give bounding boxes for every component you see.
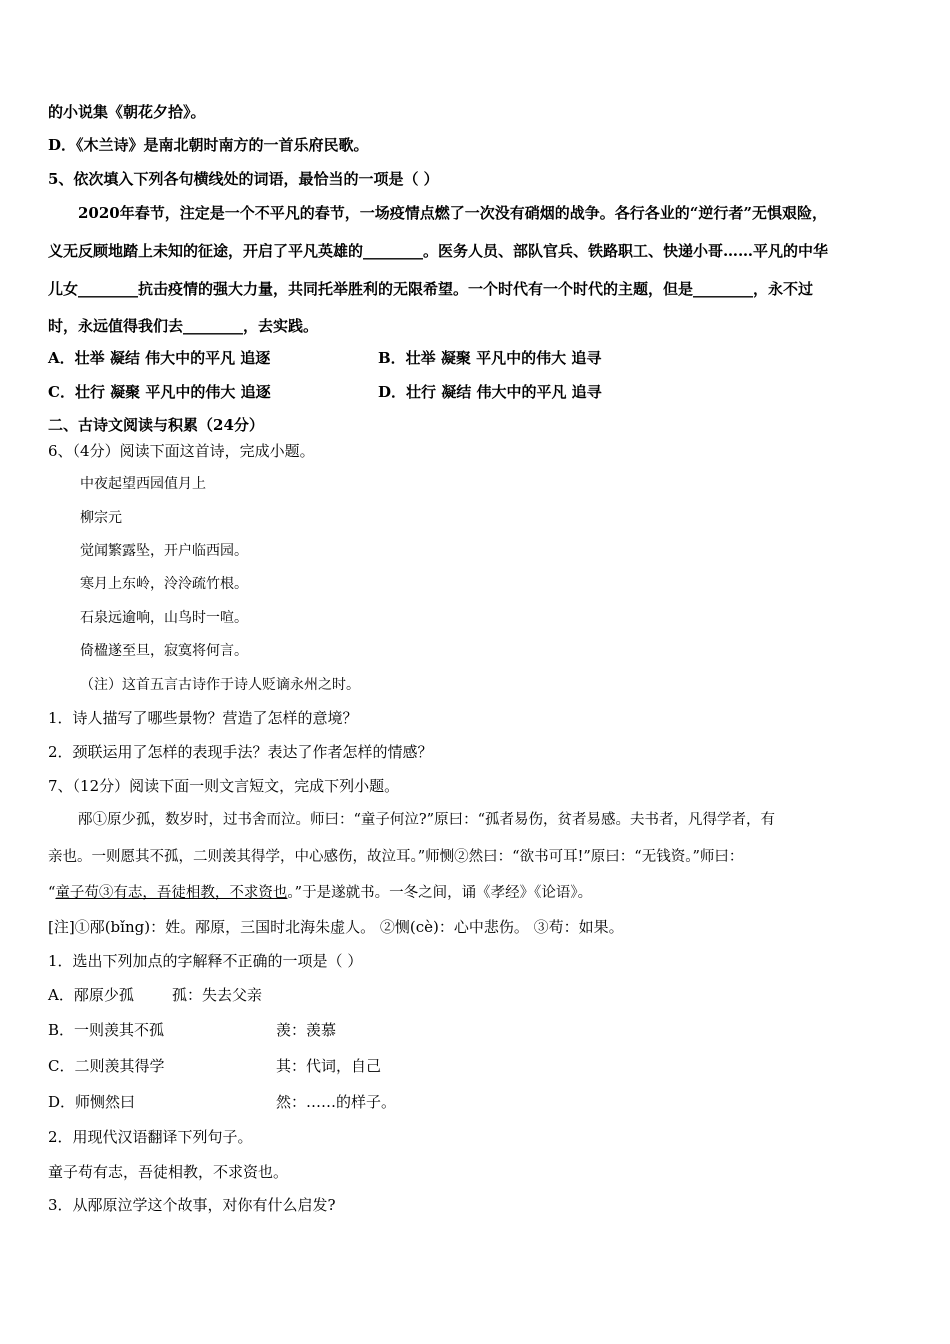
option-word: A．邴原少孤 [48,986,134,1004]
poem-line: 倚楹遂至旦，寂寞将何言。 [80,643,248,659]
q5-passage-line-3: 儿女________抗击疫情的强大力量，共同托举胜利的无限希望。一个时代有一个时代的主题，但是________，永不过 [48,280,814,298]
option-explanation: 孤：失去父亲 [172,986,263,1004]
q5-option-b: B．壮举 凝聚 平凡中的伟大 追寻 [378,349,602,367]
option-explanation: 然：……的样子。 [276,1093,397,1111]
option-word: D．师恻然曰 [48,1093,136,1111]
q7-footnote: [注]①邴(bǐng)：姓。邴原，三国时北海朱虚人。 ②恻(cè)：心中悲伤。 ③苟：如果。 [48,918,624,936]
q7-option-a [48,984,908,1006]
q7-subquestion-1: 1．选出下列加点的字解释不正确的一项是（ ） [48,952,363,970]
q7-option-d [48,1091,908,1113]
passage-line-3-rest: 。”于是遂就书。一冬之间，诵《孝经》《论语》。 [287,885,593,901]
q7-subquestion-3: 3．从邴原泣学这个故事，对你有什么启发? [48,1196,336,1214]
q5-option-a: A．壮举 凝结 伟大中的平凡 追逐 [48,349,271,367]
quote-mark: “ [48,885,56,901]
q7-option-b [48,1019,908,1041]
q5-option-c: C．壮行 凝聚 平凡中的伟大 追逐 [48,383,271,401]
q5-passage-line-4: 时，永远值得我们去________，去实践。 [48,317,319,335]
section-2-title: 二、古诗文阅读与积累（24分） [48,416,264,434]
q7-passage-line-2: 亲也。一则愿其不孤，二则羡其得学，中心感伤，故泣耳。”师恻②然曰：“欲书可耳!”原曰：“无钱资。”师曰： [48,849,744,865]
poem-author: 柳宗元 [80,510,122,526]
q5-passage-line-2: 义无反顾地踏上未知的征途，开启了平凡英雄的________。医务人员、部队官兵、铁路职工、快递小哥……平凡的中华 [48,242,829,260]
continued-text-line: 的小说集《朝花夕拾》。 [48,103,206,121]
option-word: C．二则羡其得学 [48,1057,165,1075]
option-explanation: 其：代词，自己 [276,1057,382,1075]
poem-line: 寒月上东岭，泠泠疏竹根。 [80,576,248,592]
q7-option-c [48,1055,908,1077]
q6-subquestion-2: 2．颈联运用了怎样的表现手法？表达了作者怎样的情感？ [48,743,433,761]
option-word: B．一则羡其不孤 [48,1021,165,1039]
q6-subquestion-1: 1．诗人描写了哪些景物？营造了怎样的意境？ [48,709,358,727]
q7-translate-sentence: 童子苟有志，吾徒相教，不求资也。 [48,1163,289,1181]
option-d-line: D．《木兰诗》是南北朝时南方的一首乐府民歌。 [48,136,369,154]
question-7-stem: 7、（12分）阅读下面一则文言短文，完成下列小题。 [48,777,400,795]
option-explanation: 羡：羡慕 [276,1021,337,1039]
q7-passage-line-1: 邴①原少孤，数岁时，过书舍而泣。师曰：“童子何泣?”原曰：“孤者易伤，贫者易感。夫书者，凡得学者，有 [78,812,776,828]
q5-option-d: D．壮行 凝结 伟大中的平凡 追寻 [378,383,602,401]
q5-passage-line-1: 2020年春节，注定是一个不平凡的春节，一场疫情点燃了一次没有硝烟的战争。各行各业的“逆行者”无惧艰险， [78,204,828,222]
q7-subquestion-2: 2．用现代汉语翻译下列句子。 [48,1128,253,1146]
underlined-sentence: 童子苟③有志，吾徒相教，不求资也 [55,885,288,901]
question-5-stem: 5、依次填入下列各句横线处的词语，最恰当的一项是（ ） [48,170,439,188]
poem-line: 石泉远逾响，山鸟时一喧。 [80,610,248,626]
poem-title: 中夜起望西园值月上 [80,476,206,492]
poem-line: 觉闻繁露坠，开户临西园。 [80,543,248,559]
poem-note: （注）这首五言古诗作于诗人贬谪永州之时。 [80,677,360,693]
question-6-stem: 6、（4分）阅读下面这首诗，完成小题。 [48,442,315,460]
q7-passage-line-3 [48,882,908,904]
